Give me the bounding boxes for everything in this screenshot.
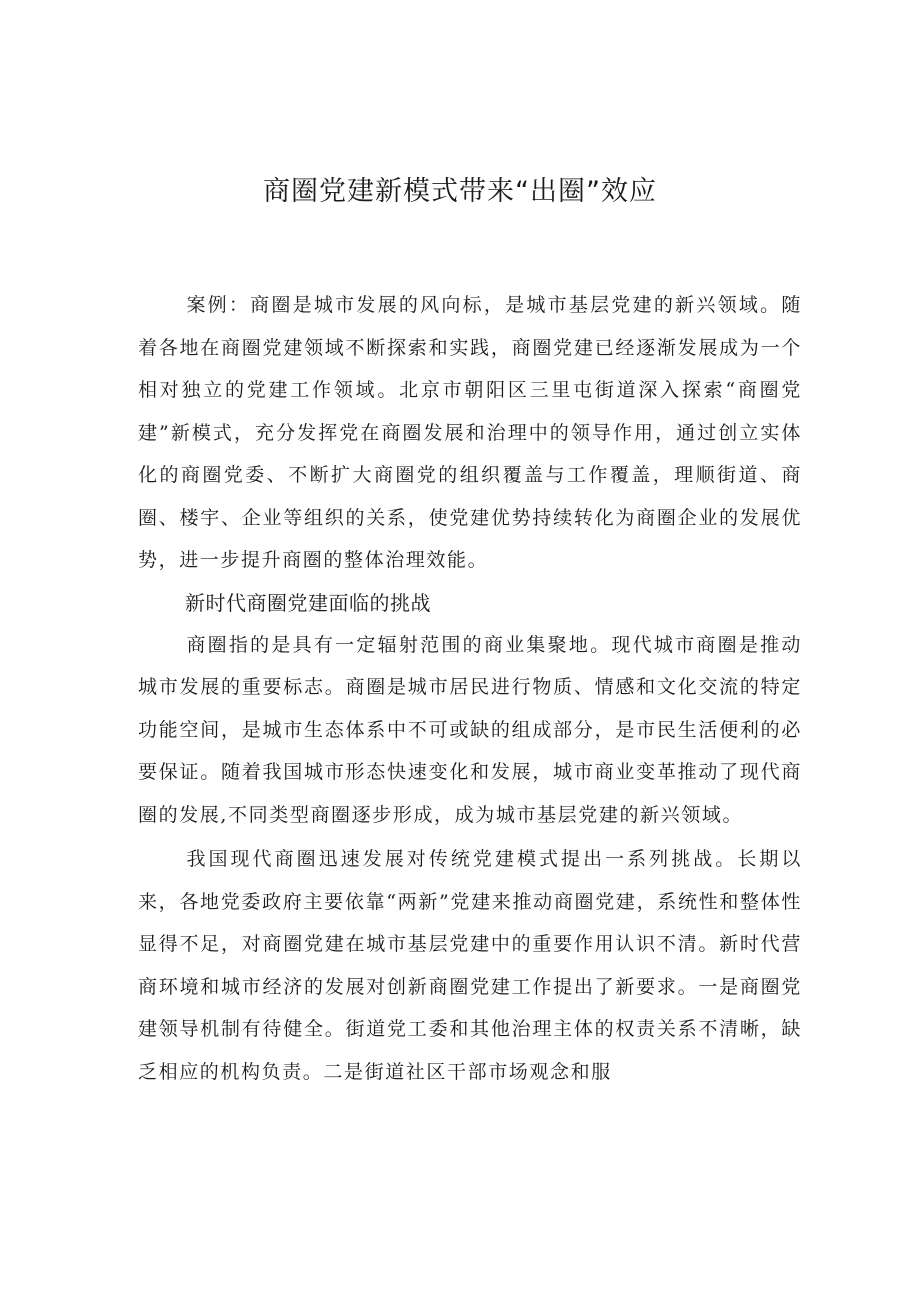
- document-body: [138, 284, 802, 1093]
- section-heading: 新时代商圈党建面临的挑战: [185, 590, 431, 615]
- case-paragraph: 案例：商圈是城市发展的风向标，是城市基层党建的新兴领域。随着各地在商圈党建领域不断探索和实践，商圈党建已经逐渐发展成为一个相对独立的党建工作领域。北京市朝阳区三里屯街道深入探索“商圈党建”新模式，充分发挥党在商圈发展和治理中的领导作用，通过创立实体化的商圈党委、不断扩大商圈党的组织覆盖与工作覆盖，理顺街道、商圈、楼宇、企业等组织的关系，使党建优势持续转化为商圈企业的发展优势，进一步提升商圈的整体治理效能。: [138, 294, 802, 571]
- body-paragraph-2: 我国现代商圈迅速发展对传统党建模式提出一系列挑战。长期以来，各地党委政府主要依靠“两新”党建来推动商圈党建，系统性和整体性显得不足，对商圈党建在城市基层党建中的重要作用认识不清。新时代营商环境和城市经济的发展对创新商圈党建工作提出了新要求。一是商圈党建领导机制有待健全。街道党工委和其他治理主体的权责关系不清晰，缺乏相应的机构负责。二是街道社区干部市场观念和服: [138, 848, 802, 1083]
- document-title: 商圈党建新模式带来“出圈”效应: [263, 176, 657, 207]
- body-paragraph-1: 商圈指的是具有一定辐射范围的商业集聚地。现代城市商圈是推动城市发展的重要标志。商圈是城市居民进行物质、情感和文化交流的特定功能空间，是城市生态体系中不可或缺的组成部分，是市民生活便利的必要保证。随着我国城市形态快速变化和发展，城市商业变革推动了现代商圈的发展,不同类型商圈逐步形成，成为城市基层党建的新兴领域。: [138, 633, 802, 826]
